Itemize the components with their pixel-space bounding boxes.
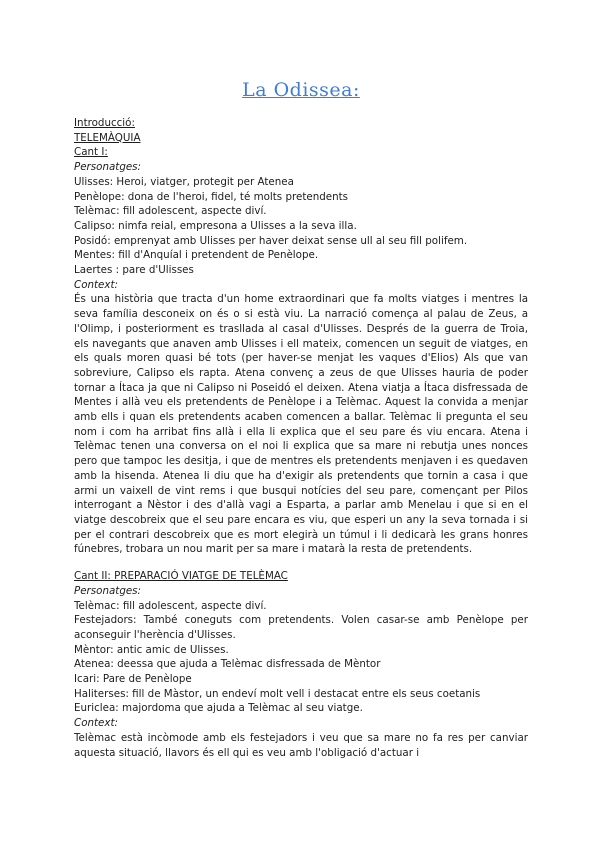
character-line: Laertes : pare d'Ulisses (74, 264, 194, 277)
part-title: TELEMÀQUIA (74, 131, 141, 144)
section-gap (74, 557, 528, 569)
cant1-characters-label: Personatges: (74, 161, 142, 174)
character-line: Telèmac: fill adolescent, aspecte diví. (74, 599, 267, 612)
cant1-heading: Cant I: (74, 146, 108, 159)
character-line: Haliterses: fill de Màstor, un endeví molt vell i destacat entre els seus coetanis (74, 687, 481, 700)
character-line: Mèntor: antic amic de Ulisses. (74, 643, 229, 656)
cant1-context-paragraph: És una història que tracta d'un home extraordinari que fa molts viatges i mentres la seva família desconeix on és o si està viu. La narració comença al palau de Zeus, a l'Olimp, i posteriorment es trasllada al casal d'Ulisses. Després de la guerra de Troia, els navegants que anaven amb Ulisses i ell mateix, comencen un seguit de viatges, en els quals moren quasi bé tots (per haver-se menjat les vaques d'Elios) Als que van sobreviure, Calipso els rapta. Atena convenç a zeus de que Ulisses hauria de poder tornar a Ítaca ja que ni Calipso ni Poseidó el deixen. Atena viatja a Ítaca disfressada de Mentes i allà veu els pretendents de Penèlope i a Telèmac. Aquest la convida a menjar amb ells i quan els pretendents acaben comencen a ballar. Telèmac li pregunta el seu nom i com ha arribat fins allà i ella li explica que el seu pare és viu encara. Atena i Telèmac tenen una conversa on el noi li explica que sa mare ni rebutja unes nonces pero que tampoc les desitja, i que de mentres els pretendents menjaven i es quedaven amb la hisenda. Atenea li diu que ha d'exigir als pretendents que tornin a casa i que armi un vaixell de vint rems i que busqui notícies del seu pare, començant per Pilos interrogant a Nèstor i des d'allà vagi a Esparta, a parlar amb Menelau i que si en el viatge descobreix que el seu pare encara es viu, que esperi un any la seva tornada i si per el contrari descobreix que es mort elegirà un túmul i li dedicarà les grans honres fúnebres, trobara un nou marit per sa mare i matarà la resta de pretendents. (74, 293, 528, 556)
character-line: Ulisses: Heroi, viatger, protegit per Atenea (74, 175, 294, 188)
cant2-context-label: Context: (74, 717, 118, 730)
cant2-heading: Cant II: PREPARACIÓ VIATGE DE TELÈMAC (74, 570, 288, 583)
character-line: Posidó: emprenyat amb Ulisses per haver deixat sense ull al seu fill polifem. (74, 234, 468, 247)
character-line: Festejadors: També coneguts com pretendents. Volen casar-se amb Penèlope per aconseguir l'herència d'Ulisses. (74, 614, 528, 641)
character-line: Mentes: fill d'Anquíal i pretendent de Penèlope. (74, 249, 319, 262)
character-line: Penèlope: dona de l'heroi, fidel, té molts pretendents (74, 190, 349, 203)
character-line: Telèmac: fill adolescent, aspecte diví. (74, 205, 267, 218)
document-title: La Odissea: (242, 79, 360, 101)
document-page (74, 78, 528, 760)
character-line: Icari: Pare de Penèlope (74, 673, 192, 686)
character-line: Euriclea: majordoma que ajuda a Telèmac al seu viatge. (74, 702, 363, 715)
cant2-context-paragraph: Telèmac està incòmode amb els festejadors i veu que sa mare no fa res per canviar aquesta situació, llavors és ell qui es veu amb l'obligació d'actuar i (74, 731, 528, 759)
intro-label: Introducció: (74, 117, 135, 129)
cant2-characters-label: Personatges: (74, 584, 142, 597)
character-line: Calipso: nimfa reial, empresona a Ulisses a la seva illa. (74, 219, 357, 232)
cant1-context-label: Context: (74, 278, 118, 291)
character-line: Atenea: deessa que ajuda a Telèmac disfressada de Mèntor (74, 658, 381, 671)
